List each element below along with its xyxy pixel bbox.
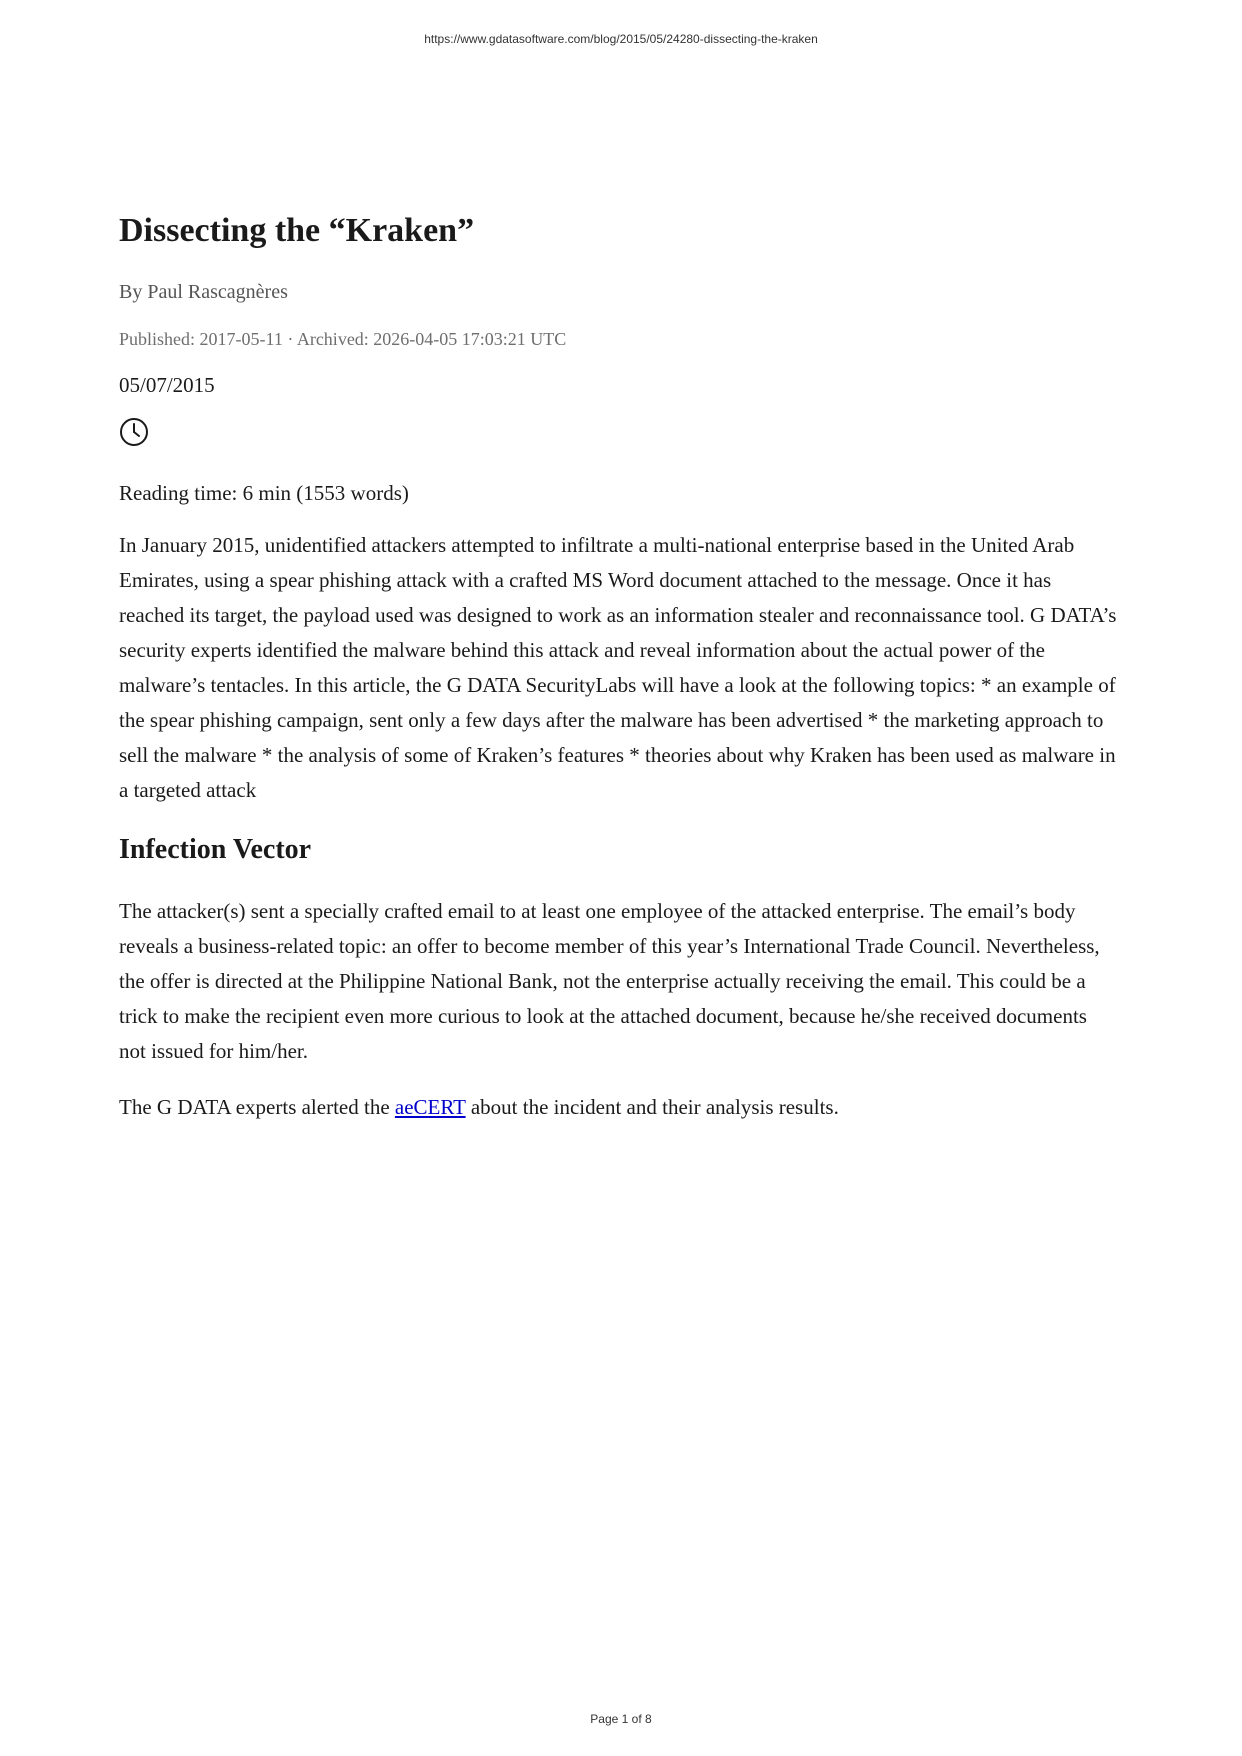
aecert-link[interactable]: aeCERT	[394, 1095, 466, 1119]
intro-paragraph: In January 2015, unidentified attackers attempted to infiltrate a multi-national enterprise based in the United Arab Emirates, using a spear phishing attack with a crafted MS Word document attached to the message. Once it has reached its target, the payload used was designed to work as an information stealer and reconnaissance tool. G DATA’s security experts identified the malware behind this attack and reveal information about the actual power of the malware’s tentacles. In this article, the G DATA SecurityLabs will have a look at the following topics: * an example of the spear phishing campaign, sent only a few days after the malware has been advertised * the marketing approach to sell the malware * the analysis of some of Kraken’s features * theories about why Kraken has been used as malware in a targeted attack	[119, 533, 1117, 802]
byline: By Paul Rascagnères	[119, 281, 288, 303]
page-number: Page 1 of 8	[590, 1712, 652, 1726]
infection-vector-paragraph: The attacker(s) sent a specially crafted email to at least one employee of the attacked enterprise. The email’s body reveals a business-related topic: an offer to become member of this year’s International Trade Council. Nevertheless, the offer is directed at the Philippine National Bank, not the enterprise actually receiving the email. This could be a trick to make the recipient even more curious to look at the attached document, because he/she received documents not issued for him/her.	[119, 899, 1100, 1063]
article-title: Dissecting the “Kraken”	[119, 212, 475, 249]
clock-icon	[119, 417, 149, 447]
reading-time: Reading time: 6 min (1553 words)	[119, 481, 409, 505]
alert-paragraph	[119, 1090, 1119, 1125]
article-date: 05/07/2015	[119, 373, 215, 397]
alert-text-before: The G DATA experts alerted the	[119, 1095, 395, 1119]
publish-meta: Published: 2017-05-11 · Archived: 2026-04-05 17:03:21 UTC	[119, 329, 567, 349]
page-url: https://www.gdatasoftware.com/blog/2015/05/24280-dissecting-the-kraken	[424, 32, 818, 46]
article	[119, 210, 1119, 1146]
alert-text-after: about the incident and their analysis results.	[465, 1095, 839, 1119]
section-heading: Infection Vector	[119, 834, 312, 865]
